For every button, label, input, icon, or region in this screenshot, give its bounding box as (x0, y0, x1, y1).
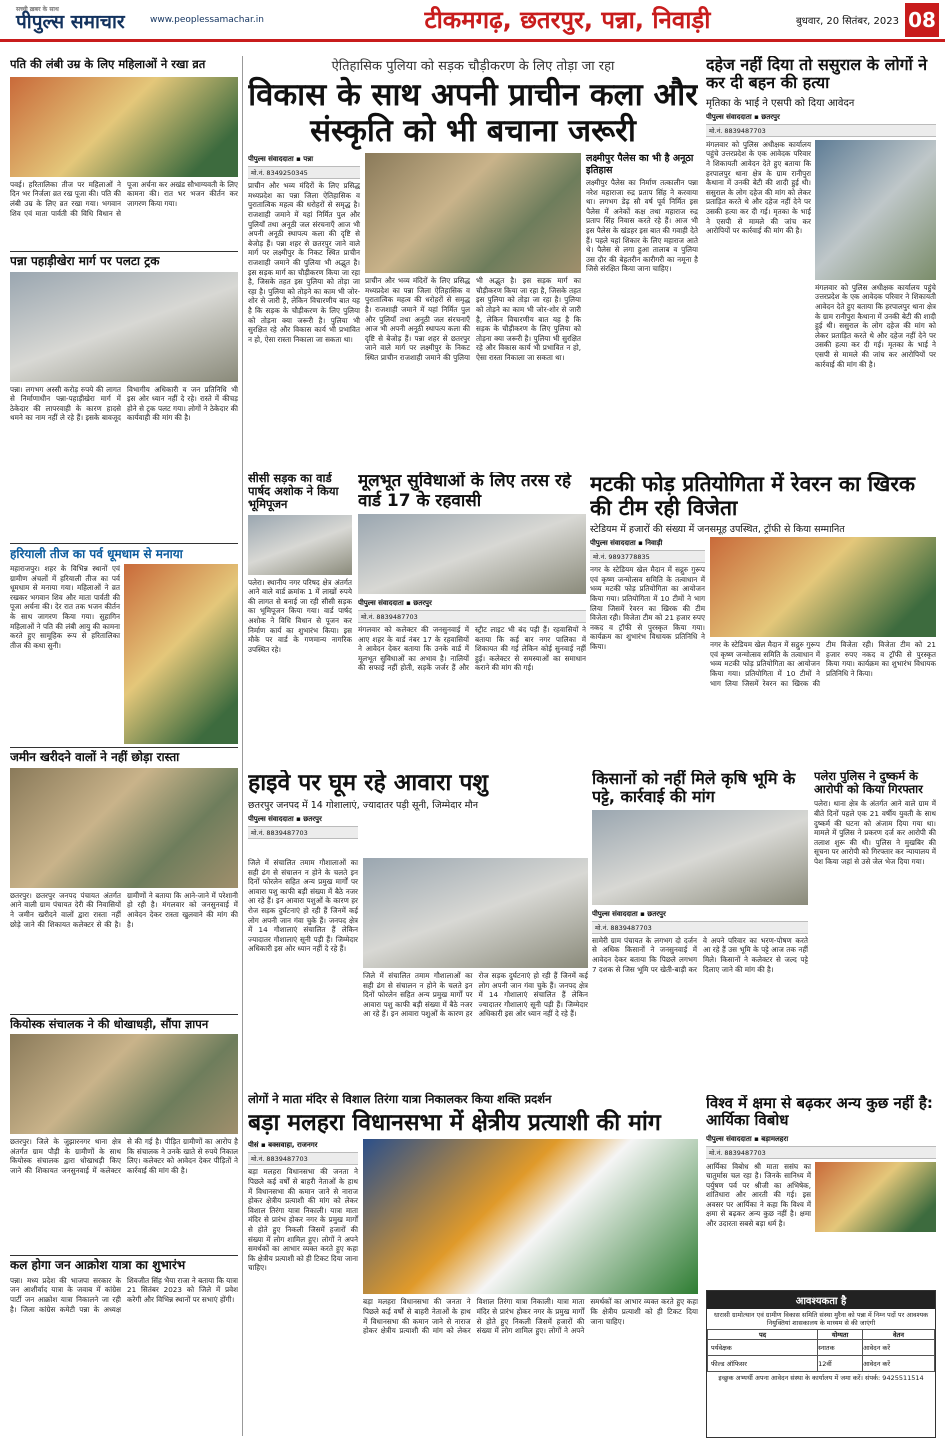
dowry-headline: दहेज नहीं दिया तो ससुराल के लोगों ने कर दी बहन की हत्या (706, 56, 928, 93)
matki-subhead: स्टेडियम में हजारों की संख्या में जनसमूह उपस्थित, ट्रॉफी से किया सम्मानित (590, 524, 845, 536)
tiranga-photo (363, 1139, 698, 1294)
ward-photo (248, 515, 352, 575)
yatra-headline: कल होगा जन आक्रोश यात्रा का शुभारंभ (10, 1258, 186, 1272)
advert-text: धारासी ग्रामोत्थान एवं ग्रामीण विकास समिति संस्था मुरैना को पन्ना में निम्न पदों पर आवश्यक नियुक्तियां शासकालय के माध्यम से की जाएंगी (713, 1311, 929, 1327)
logo-tagline: सच्ची ख़बर के साथ (16, 6, 59, 13)
ward17-text: मंगलवार को कलेक्टर की जनसुनवाई में आए शहर के वार्ड नंबर 17 के रहवासियों ने आवेदन देकर बताया कि उनके वार्ड में मूलभूत सुविधाओं का अभाव है। नालियों की सफाई नहीं होती, सड़कें जर्जर हैं और स्ट्रीट लाइट भी बंद पड़ी हैं। रहवासियों ने बताया कि कई बार नगर पालिका में शिकायत की गई लेकिन कोई सुनवाई नहीं हुई। कलेक्टर से समस्याओं का समाधान कराने की मांग की गई। (358, 625, 586, 673)
cattle-body (248, 858, 588, 1084)
ward17-story: मूलभूत सुविधाओं के लिए तरस रहे वार्ड 17 के रहवासी पीपुल्स संवाददाता ▪ छतरपुर मो.नं. 8839487703 मंगलवार को कलेक्टर की जनसुनवाई में आए शहर के वार्ड नंबर 17 के रहवासियों ने आवेदन देकर बताया कि उनके वार्ड में मूलभूत सुविधाओं का अभाव है। नालियों की सफाई नहीं होती, सड़कें जर्जर हैं और स्ट्रीट लाइट भी बंद पड़ी हैं। रहवासियों ने बताया कि कई बार नगर पालिका में शिकायत की गई लेकिन कोई सुनवाई नहीं हुई। कलेक्टर से समस्याओं का समाधान कराने की मांग की गई। (358, 472, 586, 762)
main-kicker: ऐतिहासिक पुलिया को सड़क चौड़ीकरण के लिए तोड़ा जा रहा (331, 59, 615, 74)
tiranga-headline: बड़ा मलहरा विधानसभा में क्षेत्रीय प्रत्याशी की मांग (248, 1110, 661, 1136)
main-byline: पीपुल्स संवाददाता ▪ पन्ना (248, 153, 360, 167)
tiranga-story: लोगों ने माता मंदिर से विशाल तिरंगा यात्रा निकालकर किया शक्ति प्रदर्शन बड़ा मलहरा विधानसभा में क्षेत्रीय प्रत्याशी की मांग पीसं ▪ बक्सवाहा, राजनगर मो.नं. 8839487703 बड़ा मलहरा विधानसभा की जनता ने पिछले कई वर्षों से बाहरी नेताओं के हाथ में विधानसभा की कमान जाने से नाराज होकर क्षेत्रीय प्रत्याशी की मांग को लेकर विशाल तिरंगा यात्रा निकाली। यात्रा माता मंदिर से प्रारंभ होकर नगर के प्रमुख मार्गों से होते हुए निकली जिसमें हजारों की संख्या में लोग शामिल हुए। लोगों ने अपने समर्थकों का आभार व्यक्त करते हुए कहा कि क्षेत्रीय प्रत्याशी को ही टिकट दिया जाना चाहिए। बड़ा मलहरा विधानसभा की जनता ने पिछले कई वर्षों से बाहरी नेताओं के हाथ में विधानसभा की कमान जाने से नाराज होकर क्षेत्रीय प्रत्याशी की मांग को लेकर विशाल तिरंगा यात्रा निकाली। यात्रा माता मंदिर से प्रारंभ होकर नगर के प्रमुख मार्गों से होते हुए निकली जिसमें हजारों की संख्या में लोग शामिल हुए। लोगों ने अपने समर्थकों का आभार व्यक्त करते हुए कहा कि क्षेत्रीय प्रत्याशी को ही टिकट दिया जाना चाहिए। (248, 1092, 698, 1438)
kiosk-photo (10, 1034, 238, 1134)
land-photo (10, 768, 238, 888)
tiranga-mobile: मो.नं. 8839487703 (248, 1153, 358, 1165)
farm-story: किसानों को नहीं मिले कृषि भूमि के पट्टे, कार्रवाई की मांग पीपुल्स संवाददाता ▪ छतरपुर मो.नं. 8839487703 सामेरी ग्राम पंचायत के लगभग दो दर्जन से अधिक किसानों ने जनसुनवाई में आवेदन देकर बताया कि पिछले लगभग 7 दशक से जिस भूमि पर खेती-बाड़ी कर वे अपने परिवार का भरण-पोषण करते आ रहे हैं उस भूमि के पट्टे आज तक नहीं मिले। किसानों ने कलेक्टर से जल्द पट्टे दिलाए जाने की मांग की है। (592, 770, 808, 1090)
tiranga-text: बड़ा मलहरा विधानसभा की जनता ने पिछले कई वर्षों से बाहरी नेताओं के हाथ में विधानसभा की कमान जाने से नाराज होकर क्षेत्रीय प्रत्याशी की मांग को लेकर विशाल तिरंगा यात्रा निकाली। यात्रा माता मंदिर से प्रारंभ होकर नगर के प्रमुख मार्गों से होते हुए निकली जिसमें हजारों की संख्या में लोग शामिल हुए। लोगों ने अपने समर्थकों का आभार व्यक्त करते हुए कहा कि क्षेत्रीय प्रत्याशी को ही टिकट दिया जाना चाहिए। (248, 1167, 358, 1273)
bridge-photo (365, 153, 581, 273)
main-headline: विकास के साथ अपनी प्राचीन कला और संस्कृति को भी बचाना जरूरी (248, 77, 698, 149)
website-link[interactable]: www.peoplessamachar.in (150, 14, 264, 25)
dowry-story: दहेज नहीं दिया तो ससुराल के लोगों ने कर दी बहन की हत्या मृतिका के भाई ने एसपी को दिया आवेदन पीपुल्स संवाददाता ▪ छतरपुर मो.नं. 8839487703 मंगलवार को पुलिस अधीक्षक कार्यालय पहुंचे उत्तरप्रदेश के एक आवेदक परिवार ने शिकायती आवेदन देते हुए बताया कि हरपालपुर थाना क्षेत्र के ग्राम रानीपुरा कैथाना में उनकी बेटी की शादी हुई थी। ससुराल के लोग दहेज की मांग को लेकर प्रताड़ित करते थे और दहेज नहीं देने पर उसकी हत्या कर दी गई। मृतका के भाई ने एसपी से मामले की जांच कर आरोपियों पर कार्रवाई की मांग की है। मंगलवार को पुलिस अधीक्षक कार्यालय पहुंचे उत्तरप्रदेश के एक आवेदक परिवार ने शिकायती आवेदन देते हुए बताया कि हरपालपुर थाना क्षेत्र के ग्राम रानीपुरा कैथाना में उनकी बेटी की शादी हुई थी। ससुराल के लोग दहेज की मांग को लेकर प्रताड़ित करते थे और दहेज नहीं देने पर उसकी हत्या कर दी गई। मृतका के भाई ने एसपी से मामले की जांच कर आरोपियों पर कार्रवाई की मांग की है। (706, 56, 936, 468)
matki-text-cont: नगर के स्टेडियम खेल मैदान में सद्गुरु गुरूप एवं कृष्ण जन्मोत्सव समिति के तत्वाधान में भव्य मटकी फोड़ प्रतियोगिता का आयोजन किया गया। प्रतियोगिता में 10 टीमों ने भाग लिया जिसमें रेवरन का खिरक की टीम विजेता रही। विजेता टीम को 21 हजार रुपए नकद व ट्रॉफी से पुरस्कृत किया गया। कार्यक्रम का शुभारंभ विधायक प्रतिनिधि ने किया। (710, 640, 936, 688)
advert-footer: इच्छुक अभ्यर्थी अपना आवेदन संस्था के कार्यालय में जमा करें। संपर्क: 9425511514 (718, 1374, 924, 1382)
side-text: लक्ष्मीपुर पैलेस का निर्माण तत्कालीन पन्ना नरेश महाराजा रुद्र प्रताप सिंह ने करवाया था। लगभग डेढ़ सौ वर्ष पूर्व निर्मित इस पैलेस में अनेकों कक्ष तथा महाराज रुद्र प्रताप सिंह निवास करते रहे हैं। आज भी इस पैलेस के खंडहर इस बात की गवाही देते हैं। पहले यहां शिकार के लिए महाराज आते थे। पैलेस से लगा हुआ तालाब व पुलिया उस दौर की बेहतरीन कारीगरी का नमूना है जिसे संरक्षित किया जाना चाहिए। (586, 178, 698, 274)
main-text-cont: प्राचीन और भव्य मंदिरों के लिए प्रसिद्ध मध्यप्रदेश का पन्ना जिला ऐतिहासिक व पुरातात्विक महत्व की धरोहरों से समृद्ध है। राजशाही जमाने में यहां निर्मित पुल और पुलियाँ तथा अनूठी जल संरचनाएँ आज भी अपनी अनूठी स्थापत्य कला की दृष्टि से बेजोड़ हैं। पन्ना शहर से छतरपुर जाने वाले मार्ग पर लक्ष्मीपुर के निकट स्थित प्राचीन राजशाही जमाने की पुलिया भी अद्भुत है। इस सड़क मार्ग का चौड़ीकरण किया जा रहा है, जिसके तहत इस पुलिया को तोड़ा जा रहा है। पुलिया को तोड़ने का काम भी जोर-शोर से जारी है, लेकिन विचारणीय बात यह है कि सड़क के चौड़ीकरण के लिए पुलिया को तोड़ना क्या जरूरी है। पुलिया भी सुरक्षित रहे और विकास कार्य भी प्रभावित न हो, ऐसा रास्ता निकाला जा सकता था। (365, 276, 581, 363)
advert-table: पद योग्यता वेतन पर्यवेक्षक स्नातक आवेदन करें फील्ड ऑफिसर 12वीं आवेदन करें (707, 1329, 935, 1372)
tiranga-kicker: लोगों ने माता मंदिर से विशाल तिरंगा यात्रा निकालकर किया शक्ति प्रदर्शन (248, 1092, 552, 1106)
farm-text: सामेरी ग्राम पंचायत के लगभग दो दर्जन से अधिक किसानों ने जनसुनवाई में आवेदन देकर बताया कि पिछले लगभग 7 दशक से जिस भूमि पर खेती-बाड़ी कर वे अपने परिवार का भरण-पोषण करते आ रहे हैं उस भूमि के पट्टे आज तक नहीं मिले। किसानों ने कलेक्टर से जल्द पट्टे दिलाए जाने की मांग की है। (592, 935, 808, 974)
truck-headline: पन्ना पहाड़ीखेरा मार्ग पर पलटा ट्रक (10, 253, 160, 268)
matki-mobile: मो.नं. 9893778835 (590, 551, 705, 563)
newspaper-logo (0, 7, 150, 32)
land-headline: जमीन खरीदने वालों ने नहीं छोड़ा रास्ता (10, 749, 180, 764)
kshama-text: आर्यिका विबोध श्री माता ससंघ का चातुर्मास चल रहा है। जिनके सानिध्य में पर्युषण पर्व पर श्रीजी का अभिषेक, शांतिधारा और आरती की गई। इस अवसर पर आर्यिका ने कहा कि विश्व में क्षमा से बढ़कर अन्य कुछ नहीं है। क्षमा और उदारता सबसे बड़ा धर्म है। (706, 1161, 811, 1229)
cattle-story: हाइवे पर घूम रहे आवारा पशु छतरपुर जनपद में 14 गोशालाएं, ज्यादातर पड़ी सूनी, जिम्मेदार मौन पीपुल्स संवाददाता ▪ छतरपुर मो.नं. 8839487703 (248, 770, 588, 890)
ward17-photo (358, 514, 586, 594)
advert-title: आवश्यकता है (707, 1291, 935, 1309)
main-story (248, 56, 698, 468)
farm-photo (592, 810, 808, 905)
cattle-headline: हाइवे पर घूम रहे आवारा पशु (248, 770, 489, 796)
kshama-story: विश्व में क्षमा से बढ़कर अन्य कुछ नहीं है: आर्यिका विबोध पीपुल्स संवाददाता ▪ बड़ामलहरा मो.नं. 8839487703 आर्यिका विबोध श्री माता ससंघ का चातुर्मास चल रहा है। जिनके सानिध्य में पर्युषण पर्व पर श्रीजी का अभिषेक, शांतिधारा और आरती की गई। इस अवसर पर आर्यिका ने कहा कि विश्व में क्षमा से बढ़कर अन्य कुछ नहीं है। क्षमा और उदारता सबसे बड़ा धर्म है। (706, 1095, 936, 1285)
ward17-headline: मूलभूत सुविधाओं के लिए तरस रहे वार्ड 17 के रहवासी (358, 472, 572, 511)
yatra-text: पन्ना। मध्य प्रदेश की भाजपा सरकार के जन आशीर्वाद यात्रा के जवाब में कांग्रेस पार्टी जन आक्रोश यात्रा निकालने जा रही है। जिला कांग्रेस कमेटी पन्ना के अध्यक्ष शिवजीत सिंह भैया राजा ने बताया कि यात्रा 21 सितंबर 2023 को जिले में प्रवेश करेगी और विभिन्न स्थानों पर सभाएं होंगी। (10, 1275, 238, 1314)
dowry-mobile: मो.नं. 8839487703 (706, 125, 936, 137)
dowry-subhead: मृतिका के भाई ने एसपी को दिया आवेदन (706, 97, 855, 109)
cattle-text-cont: जिले में संचालित तमाम गौशालाओं का सही ढंग से संचालन न होने के चलते इन दिनों फोरलेन सहित अन्य प्रमुख मार्गों पर आवारा पशु काफी बड़ी संख्या में बैठे नजर आ रहे हैं। इन आवारा पशुओं के कारण हर रोज सड़क दुर्घटनाएं हो रही हैं जिनमें कई लोग अपनी जान गंवा चुके हैं। जनपद क्षेत्र में 14 गौशालाएं संचालित हैं लेकिन ज्यादातर गौशालाएं सूनी पड़ी हैं। जिम्मेदार अधिकारी इस ओर ध्यान नहीं दे रहे हैं। (363, 971, 588, 1019)
job-advert (706, 1290, 936, 1438)
kshama-mobile: मो.नं. 8839487703 (706, 1147, 936, 1159)
land-text: छतरपुर। छतरपुर जनपद पंचायत अंतर्गत आने वाली ग्राम पंचायत देरी की निवासियों ने जमीन खरीदने वालों द्वारा रास्ता नहीं छोड़े जाने की शिकायत कलेक्टर से की है। ग्रामीणों ने बताया कि आने-जाने में परेशानी हो रही है। मंगलवार को जनसुनवाई में आवेदन देकर रास्ता खुलवाने की मांग की है। (10, 890, 238, 929)
harali-headline: हरियाली तीज का पर्व धूमधाम से मनाया (10, 546, 183, 561)
tiranga-text-cont: बड़ा मलहरा विधानसभा की जनता ने पिछले कई वर्षों से बाहरी नेताओं के हाथ में विधानसभा की कमान जाने से नाराज होकर क्षेत्रीय प्रत्याशी की मांग को लेकर विशाल तिरंगा यात्रा निकाली। यात्रा माता मंदिर से प्रारंभ होकर नगर के प्रमुख मार्गों से होते हुए निकली जिसमें हजारों की संख्या में लोग शामिल हुए। लोगों ने अपने समर्थकों का आभार व्यक्त करते हुए कहा कि क्षेत्रीय प्रत्याशी को ही टिकट दिया जाना चाहिए। (363, 1297, 698, 1336)
kiosk-headline: कियोस्क संचालक ने की धोखाधड़ी, सौंपा ज्ञापन (10, 1016, 209, 1031)
kshama-photo (815, 1162, 936, 1232)
teej-photo (10, 77, 238, 177)
edition-cities: टीकमगढ़, छतरपुर, पन्ना, निवाड़ी (424, 6, 711, 34)
truck-photo (10, 272, 238, 382)
edition-date: बुधवार, 20 सितंबर, 2023 (795, 15, 899, 27)
matki-text: नगर के स्टेडियम खेल मैदान में सद्गुरु गुरूप एवं कृष्ण जन्मोत्सव समिति के तत्वाधान में भव्य मटकी फोड़ प्रतियोगिता का आयोजन किया गया। प्रतियोगिता में 10 टीमों ने भाग लिया जिसमें रेवरन का खिरक की टीम विजेता रही। विजेता टीम को 21 हजार रुपए नकद व ट्रॉफी से पुरस्कृत किया गया। कार्यक्रम का शुभारंभ विधायक प्रतिनिधि ने किया। (590, 565, 705, 652)
rape-headline: पलेरा पुलिस ने दुष्कर्म के आरोपी को किया गिरफ्तार (814, 770, 923, 797)
kiosk-text: छतरपुर। जिले के जुझारनगर थाना क्षेत्र अंतर्गत ग्राम पौड़ी के ग्रामीणों के साथ कियोस्क संचालक द्वारा धोखाधड़ी किए जाने की शिकायत जनसुनवाई में कलेक्टर से की गई है। पीड़ित ग्रामीणों का आरोप है कि संचालक ने उनके खाते से रुपये निकाल लिए। कलेक्टर को आवेदन देकर पीड़ितों ने कार्रवाई की मांग की है। (10, 1137, 238, 1175)
truck-text: पन्ना। लगभग अस्सी करोड़ रुपये की लागत से निर्माणाधीन पन्ना-पहाड़ीखेरा मार्ग में ठेकेदार की लापरवाही के कारण हादसे थमने का नाम नहीं ले रहे हैं। इसके बावजूद विभागीय अधिकारी व जन प्रतिनिधि भी इस ओर ध्यान नहीं दे रहे। रास्ते में कीचड़ होने से ट्रक पलट गया। लोगों ने ठेकेदार की कार्यवाही की मांग की है। (10, 384, 238, 423)
ward-headline: सीसी सड़क का वार्ड पार्षद अशोक ने किया भूमिपूजन (248, 472, 339, 512)
farm-headline: किसानों को नहीं मिले कृषि भूमि के पट्टे, कार्रवाई की मांग (592, 770, 796, 807)
dowry-text-cont: मंगलवार को पुलिस अधीक्षक कार्यालय पहुंचे उत्तरप्रदेश के एक आवेदक परिवार ने शिकायती आवेदन देते हुए बताया कि हरपालपुर थाना क्षेत्र के ग्राम रानीपुरा कैथाना में उनकी बेटी की शादी हुई थी। ससुराल के लोग दहेज की मांग को लेकर प्रताड़ित करते थे और दहेज नहीं देने पर उसकी हत्या कर दी गई। मृतका के भाई ने एसपी से मामले की जांच कर आरोपियों पर कार्रवाई की मांग की है। (815, 282, 936, 369)
rape-text: पलेरा। थाना क्षेत्र के अंतर्गत आने वाले ग्राम में बीते दिनों पहले एक 21 वर्षीय युवती के साथ दुष्कर्म की घटना को अंजाम दिया गया था। मामले में पुलिस ने प्रकरण दर्ज कर आरोपी की तलाश शुरू की थी। पुलिस ने मुखबिर की सूचना पर आरोपी को गिरफ्तार कर न्यायालय में पेश किया जहां से उसे जेल भेज दिया गया। (814, 799, 936, 866)
farm-mobile: मो.नं. 8839487703 (592, 922, 808, 934)
teej-text: पवई। हरितालिका तीज पर महिलाओं ने दिन भर निर्जला व्रत रख पूजा की। पति की लंबी उम्र के लिए व्रत रखा गया। भगवान शिव एवं माता पार्वती की विधि विधान से पूजा अर्चना कर अखंड सौभाग्यवती के लिए कामना की। रात भर भजन कीर्तन कर जागरण किया गया। (10, 179, 238, 218)
ward-story (248, 472, 352, 762)
matki-photo (710, 537, 936, 637)
main-mobile: मो.नं. 8349250345 (248, 167, 360, 179)
ward17-mobile: मो.नं. 8839487703 (358, 611, 586, 623)
left-column (10, 56, 238, 1436)
page-number: 08 (905, 3, 939, 37)
ward-text: पलेरा। स्थानीय नगर परिषद क्षेत्र अंतर्गत आने वाले वार्ड क्रमांक 1 में लाखों रुपये की लागत से बनाई जा रही सीसी सड़क का भूमिपूजन किया गया। वार्ड पार्षद अशोक ने विधि विधान से पूजन कर निर्माण कार्य का शुभारंभ किया। इस मौके पर वार्ड के गणमान्य नागरिक उपस्थित रहे। (248, 577, 352, 654)
harali-text: महाराजपुर। शहर के विभिन्न स्थानों एवं ग्रामीण अंचलों में हरियाली तीज का पर्व धूमधाम से मनाया गया। महिलाओं ने व्रत रखकर भगवान शिव और माता पार्वती की पूजा अर्चना की। देर रात तक भजन कीर्तन के साथ जागरण किया गया। सुहागिन महिलाओं ने पति की लंबी आयु की कामना करते हुए सामूहिक रूप से हरितालिका तीज की कथा सुनी। (10, 563, 120, 650)
matki-headline: मटकी फोड़ प्रतियोगिता में रेवरन का खिरक की टीम रही विजेता (590, 472, 916, 521)
masthead (0, 0, 945, 42)
harali-photo (124, 564, 238, 744)
side-headline: लक्ष्मीपुर पैलेस का भी है अनूठा इतिहास (586, 153, 694, 176)
cattle-text: जिले में संचालित तमाम गौशालाओं का सही ढंग से संचालन न होने के चलते इन दिनों फोरलेन सहित अन्य प्रमुख मार्गों पर आवारा पशु काफी बड़ी संख्या में बैठे नजर आ रहे हैं। इन आवारा पशुओं के कारण हर रोज सड़क दुर्घटनाएं हो रही हैं जिनमें कई लोग अपनी जान गंवा चुके हैं। जनपद क्षेत्र में 14 गौशालाएं संचालित हैं लेकिन ज्यादातर गौशालाएं सूनी पड़ी हैं। जिम्मेदार अधिकारी इस ओर ध्यान नहीं दे रहे हैं। (248, 858, 358, 954)
dowry-text: मंगलवार को पुलिस अधीक्षक कार्यालय पहुंचे उत्तरप्रदेश के एक आवेदक परिवार ने शिकायती आवेदन देते हुए बताया कि हरपालपुर थाना क्षेत्र के ग्राम रानीपुरा कैथाना में उनकी बेटी की शादी हुई थी। ससुराल के लोग दहेज की मांग को लेकर प्रताड़ित करते थे और दहेज नहीं देने पर उसकी हत्या कर दी गई। मृतका के भाई ने एसपी से मामले की जांच कर आरोपियों पर कार्रवाई की मांग की है। (706, 139, 811, 236)
cattle-subhead: छतरपुर जनपद में 14 गोशालाएं, ज्यादातर पड़ी सूनी, जिम्मेदार मौन (248, 800, 479, 812)
kshama-headline: विश्व में क्षमा से बढ़कर अन्य कुछ नहीं है: आर्यिका विबोध (706, 1095, 933, 1130)
rape-story (814, 770, 936, 1090)
cattle-photo (363, 858, 588, 968)
matki-story: मटकी फोड़ प्रतियोगिता में रेवरन का खिरक की टीम रही विजेता स्टेडियम में हजारों की संख्या में जनसमूह उपस्थित, ट्रॉफी से किया सम्मानित पीपुल्स संवाददाता ▪ निवाड़ी मो.नं. 9893778835 नगर के स्टेडियम खेल मैदान में सद्गुरु गुरूप एवं कृष्ण जन्मोत्सव समिति के तत्वाधान में भव्य मटकी फोड़ प्रतियोगिता का आयोजन किया गया। प्रतियोगिता में 10 टीमों ने भाग लिया जिसमें रेवरन का खिरक की टीम विजेता रही। विजेता टीम को 21 हजार रुपए नकद व ट्रॉफी से पुरस्कृत किया गया। कार्यक्रम का शुभारंभ विधायक प्रतिनिधि ने किया। नगर के स्टेडियम खेल मैदान में सद्गुरु गुरूप एवं कृष्ण जन्मोत्सव समिति के तत्वाधान में भव्य मटकी फोड़ प्रतियोगिता का आयोजन किया गया। प्रतियोगिता में 10 टीमों ने भाग लिया जिसमें रेवरन का खिरक की टीम विजेता रही। विजेता टीम को 21 हजार रुपए नकद व ट्रॉफी से पुरस्कृत किया गया। कार्यक्रम का शुभारंभ विधायक प्रतिनिधि ने किया। (590, 472, 936, 764)
dowry-photo (815, 140, 936, 280)
logo-text: पीपुल्स समाचार (16, 11, 125, 33)
cattle-mobile: मो.नं. 8839487703 (248, 827, 358, 839)
teej-headline: पति की लंबी उम्र के लिए महिलाओं ने रखा व्रत (10, 57, 206, 71)
main-text: प्राचीन और भव्य मंदिरों के लिए प्रसिद्ध मध्यप्रदेश का पन्ना जिला ऐतिहासिक व पुरातात्विक महत्व की धरोहरों से समृद्ध है। राजशाही जमाने में यहां निर्मित पुल और पुलियाँ तथा अनूठी जल संरचनाएँ आज भी अपनी अनूठी स्थापत्य कला की दृष्टि से बेजोड़ हैं। पन्ना शहर से छतरपुर जाने वाले मार्ग पर लक्ष्मीपुर के निकट स्थित प्राचीन राजशाही जमाने की पुलिया भी अद्भुत है। इस सड़क मार्ग का चौड़ीकरण किया जा रहा है, जिसके तहत इस पुलिया को तोड़ा जा रहा है। पुलिया को तोड़ने का काम भी जोर-शोर से जारी है, लेकिन विचारणीय बात यह है कि सड़क के चौड़ीकरण के लिए पुलिया को तोड़ना क्या जरूरी है। पुलिया भी सुरक्षित रहे और विकास कार्य भी प्रभावित न हो, ऐसा रास्ता निकाला जा सकता था। (248, 181, 360, 344)
